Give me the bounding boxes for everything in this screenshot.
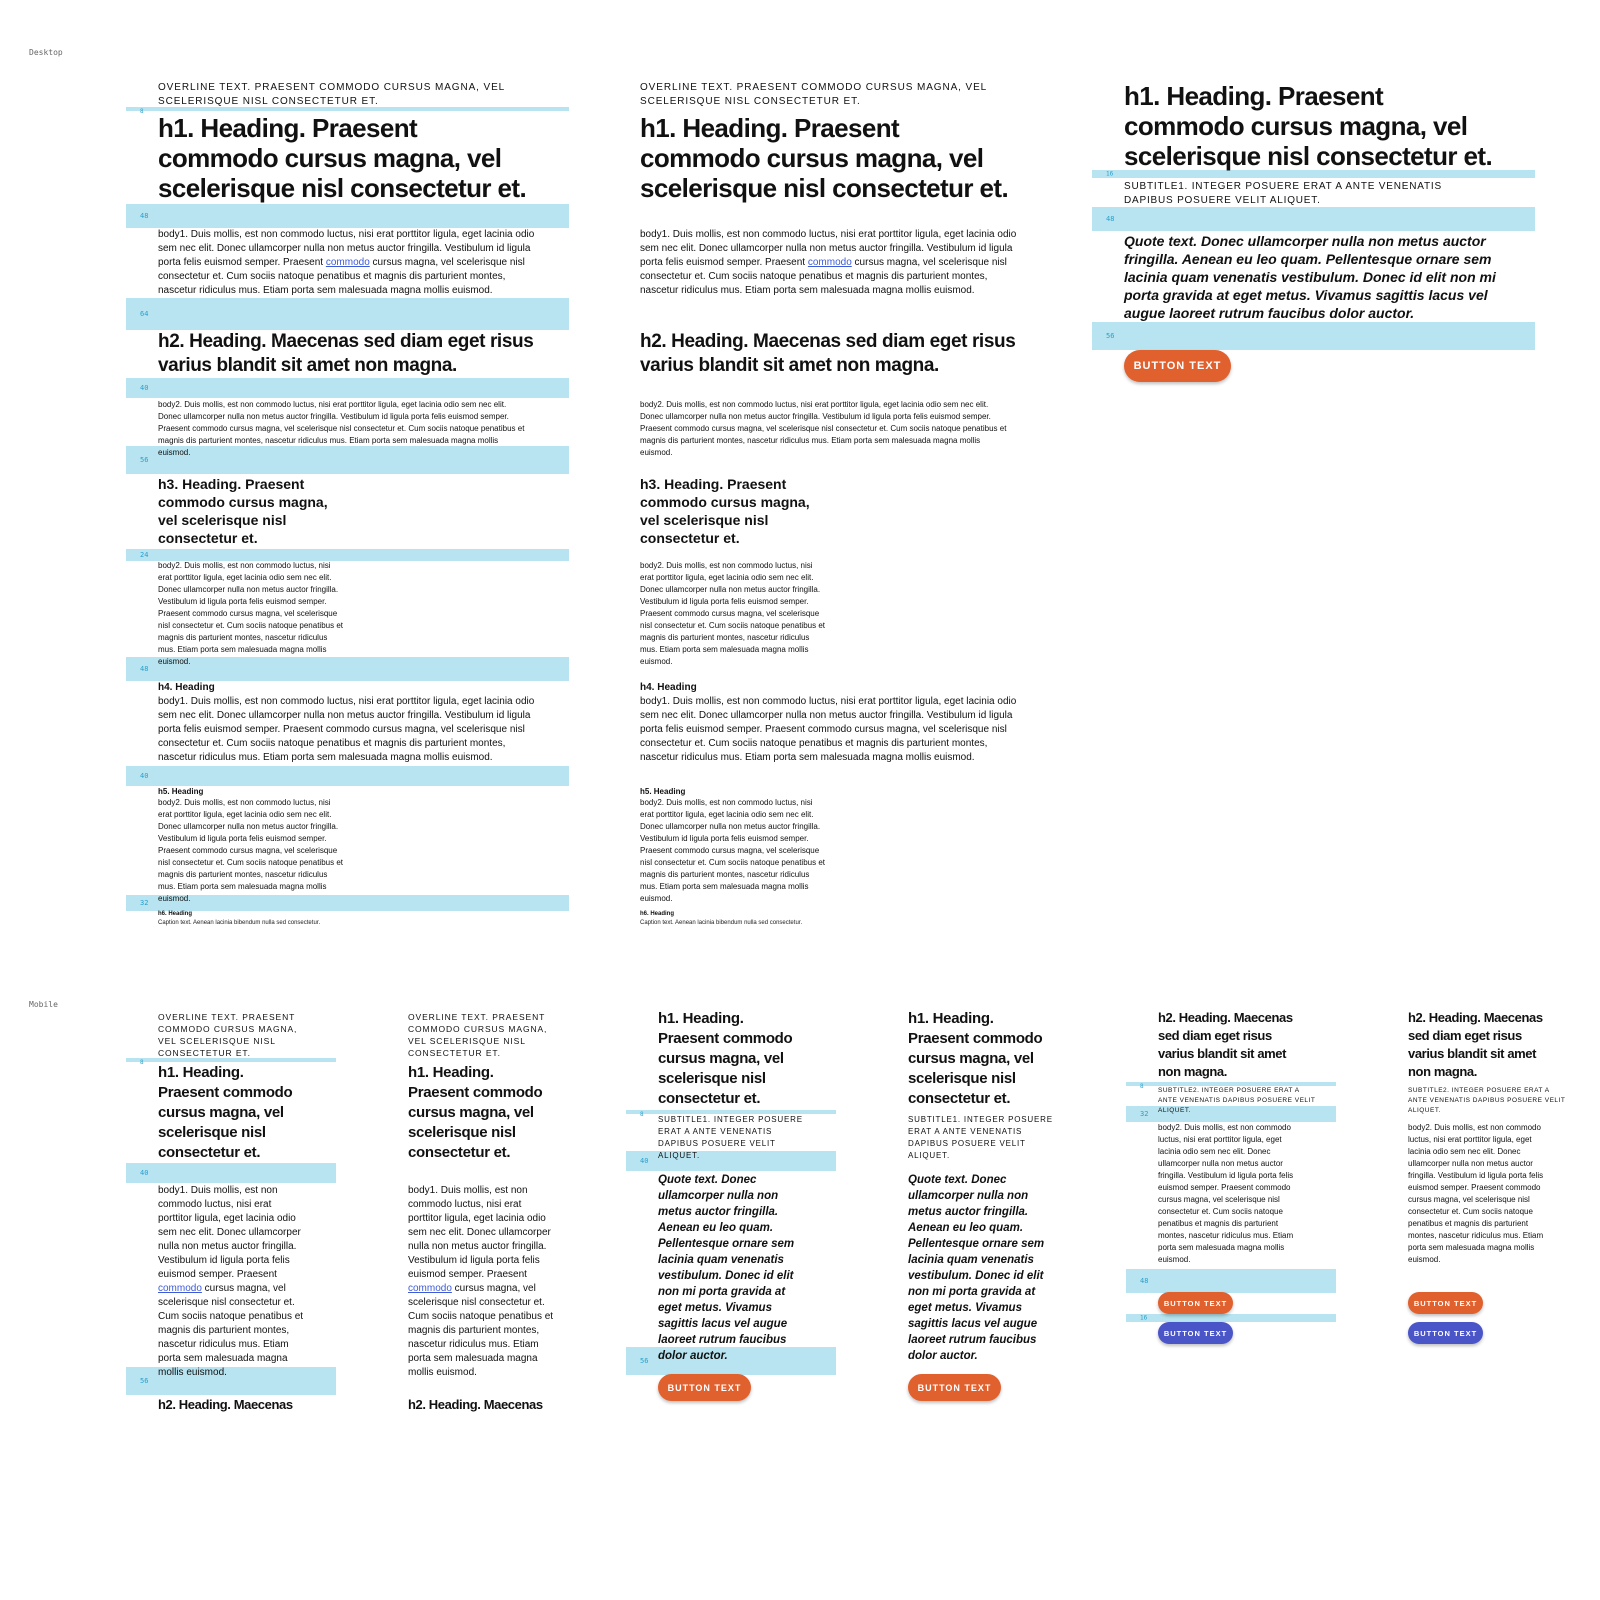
h6-heading: h6. Heading (158, 911, 193, 917)
body1-text: body1. Duis mollis, est non commodo luctus, nisi erat porttitor ligula, eget lacinia odio sem nec elit. Donec ullamcorper nulla non metus auctor fringilla. Vestibulum id ligula porta felis euismod semper. Praesent commodo cursus magna, vel scelerisque nisl consectetur et. Cum sociis natoque penatibus et magnis dis parturient montes, nascetur ridiculus mus. Etiam porta sem malesuada magna mollis euismod. (158, 1185, 304, 1378)
quote-text: Quote text. Donec ullamcorper nulla non metus auctor fringilla. Aenean eu leo quam. Pellentesque ornare sem lacinia quam venenatis vestibulum. Donec id elit non mi porta gravida at eget metus. Vivamus sagittis lacus vel augue laoreet rutrum faucibus dolor auctor. (908, 1174, 1045, 1362)
h4-heading: h4. Heading (158, 682, 215, 693)
h2-heading: h2. Heading. Maecenas sed diam eget risus varius blandit sit amet non magna. (158, 331, 534, 376)
quote-text: Quote text. Donec ullamcorper nulla non metus auctor fringilla. Aenean eu leo quam. Pellentesque ornare sem lacinia quam venenatis vestibulum. Donec id elit non mi porta gravida at eget metus. Vivamus sagittis lacus vel augue laoreet rutrum faucibus dolor auctor. (658, 1174, 795, 1362)
secondary-button[interactable]: BUTTON TEXT (1408, 1322, 1483, 1344)
h2-heading: h2. Heading. Maecenas sed diam eget risus varius blandit sit amet non magna. (1158, 1010, 1293, 1079)
primary-button[interactable]: BUTTON TEXT (658, 1374, 751, 1401)
spacer-48: 48 (1092, 207, 1535, 231)
h1-heading: h1. Heading. Praesent commodo cursus magna, vel scelerisque nisl consectetur et. (1124, 81, 1493, 171)
body1-text: body1. Duis mollis, est non commodo luctus, nisi erat porttitor ligula, eget lacinia odio sem nec elit. Donec ullamcorper nulla non metus auctor fringilla. Vestibulum id ligula porta felis euismod semper. Praesent commodo cursus magna, vel scelerisque nisl consectetur et. Cum sociis natoque penatibus et magnis dis parturient montes, nascetur ridiculus mus. Etiam porta sem malesuada magna mollis euismod. (408, 1185, 554, 1378)
spacer-32: 32 (1126, 1106, 1336, 1122)
subtitle2-text: SUBTITLE2. INTEGER POSUERE ERAT A ANTE VENENATIS DAPIBUS POSUERE VELIT ALIQUET. (1408, 1087, 1566, 1114)
spacer-16: 16 (1092, 170, 1535, 178)
subtitle2-text: SUBTITLE2. INTEGER POSUERE ERAT A ANTE VENENATIS DAPIBUS POSUERE VELIT ALIQUET. (1158, 1087, 1316, 1114)
h1-heading: h1. Heading. Praesent commodo cursus magna, vel scelerisque nisl consectetur et. (658, 1010, 793, 1107)
h1-heading: h1. Heading. Praesent commodo cursus magna, vel scelerisque nisl consectetur et. (408, 1064, 543, 1161)
primary-button[interactable]: BUTTON TEXT (1124, 350, 1231, 382)
h1-heading: h1. Heading. Praesent commodo cursus magna, vel scelerisque nisl consectetur et. (158, 1064, 293, 1161)
overline-text: OVERLINE TEXT. PRAESENT COMMODO CURSUS MAGNA, VEL SCELERISQUE NISL CONSECTETUR ET. (408, 1012, 548, 1058)
h2-heading: h2. Heading. Maecenas sed diam eget risus varius blandit sit amet non magna. (1408, 1010, 1543, 1079)
spacer-24: 24 (126, 549, 569, 561)
body1-text: body1. Duis mollis, est non commodo luctus, nisi erat porttitor ligula, eget lacinia odio sem nec elit. Donec ullamcorper nulla non metus auctor fringilla. Vestibulum id ligula porta felis euismod semper. Praesent commodo cursus magna, vel scelerisque nisl consectetur et. Cum sociis natoque penatibus et magnis dis parturient montes, nascetur ridiculus mus. Etiam porta sem malesuada magna mollis euismod. (640, 696, 1017, 763)
body-link[interactable]: commodo (408, 1283, 452, 1294)
spacer-56: 56 (626, 1347, 836, 1375)
body2-text: body2. Duis mollis, est non commodo luctus, nisi erat porttitor ligula, eget lacinia odio sem nec elit. Donec ullamcorper nulla non metus auctor fringilla. Vestibulum id ligula porta felis euismod semper. Praesent commodo cursus magna, vel scelerisque nisl consectetur et. Cum sociis natoque penatibus et magnis dis parturient montes, nascetur ridiculus mus. Etiam porta sem malesuada magna mollis euismod. (158, 798, 343, 903)
h3-heading: h3. Heading. Praesent commodo cursus magna, vel scelerisque nisl consectetur et. (158, 476, 328, 546)
body1-text: body1. Duis mollis, est non commodo luctus, nisi erat porttitor ligula, eget lacinia odio sem nec elit. Donec ullamcorper nulla non metus auctor fringilla. Vestibulum id ligula porta felis euismod semper. Praesent commodo cursus magna, vel scelerisque nisl consectetur et. Cum sociis natoque penatibus et magnis dis parturient montes, nascetur ridiculus mus. Etiam porta sem malesuada magna mollis euismod. (640, 229, 1017, 296)
body2-text: body2. Duis mollis, est non commodo luctus, nisi erat porttitor ligula, eget lacinia odio sem nec elit. Donec ullamcorper nulla non metus auctor fringilla. Vestibulum id ligula porta felis euismod semper. Praesent commodo cursus magna, vel scelerisque nisl consectetur et. Cum sociis natoque penatibus et magnis dis parturient montes, nascetur ridiculus mus. Etiam porta sem malesuada magna mollis euismod. (1158, 1123, 1294, 1264)
secondary-button[interactable]: BUTTON TEXT (1158, 1322, 1233, 1344)
body2-text: body2. Duis mollis, est non commodo luctus, nisi erat porttitor ligula, eget lacinia odio sem nec elit. Donec ullamcorper nulla non metus auctor fringilla. Vestibulum id ligula porta felis euismod semper. Praesent commodo cursus magna, vel scelerisque nisl consectetur et. Cum sociis natoque penatibus et magnis dis parturient montes, nascetur ridiculus mus. Etiam porta sem malesuada magna mollis euismod. (640, 400, 1007, 457)
body2-text: body2. Duis mollis, est non commodo luctus, nisi erat porttitor ligula, eget lacinia odio sem nec elit. Donec ullamcorper nulla non metus auctor fringilla. Vestibulum id ligula porta felis euismod semper. Praesent commodo cursus magna, vel scelerisque nisl consectetur et. Cum sociis natoque penatibus et magnis dis parturient montes, nascetur ridiculus mus. Etiam porta sem malesuada magna mollis euismod. (640, 798, 825, 903)
primary-button[interactable]: BUTTON TEXT (1158, 1292, 1233, 1314)
quote-text: Quote text. Donec ullamcorper nulla non metus auctor fringilla. Aenean eu leo quam. Pellentesque ornare sem lacinia quam venenatis vestibulum. Donec id elit non mi porta gravida at eget metus. Vivamus sagittis lacus vel augue laoreet rutrum faucibus dolor auctor. (1124, 233, 1496, 321)
spacer-48: 48 (126, 657, 569, 681)
body2-text: body2. Duis mollis, est non commodo luctus, nisi erat porttitor ligula, eget lacinia odio sem nec elit. Donec ullamcorper nulla non metus auctor fringilla. Vestibulum id ligula porta felis euismod semper. Praesent commodo cursus magna, vel scelerisque nisl consectetur et. Cum sociis natoque penatibus et magnis dis parturient montes, nascetur ridiculus mus. Etiam porta sem malesuada magna mollis euismod. (158, 561, 343, 666)
body2-text: body2. Duis mollis, est non commodo luctus, nisi erat porttitor ligula, eget lacinia odio sem nec elit. Donec ullamcorper nulla non metus auctor fringilla. Vestibulum id ligula porta felis euismod semper. Praesent commodo cursus magna, vel scelerisque nisl consectetur et. Cum sociis natoque penatibus et magnis dis parturient montes, nascetur ridiculus mus. Etiam porta sem malesuada magna mollis euismod. (158, 400, 525, 457)
caption-text: Caption text. Aenean lacinia bibendum nulla sed consectetur. (640, 920, 803, 926)
body2-text: body2. Duis mollis, est non commodo luctus, nisi erat porttitor ligula, eget lacinia odio sem nec elit. Donec ullamcorper nulla non metus auctor fringilla. Vestibulum id ligula porta felis euismod semper. Praesent commodo cursus magna, vel scelerisque nisl consectetur et. Cum sociis natoque penatibus et magnis dis parturient montes, nascetur ridiculus mus. Etiam porta sem malesuada magna mollis euismod. (1408, 1123, 1544, 1264)
spacer-48: 48 (1126, 1269, 1336, 1293)
caption-text: Caption text. Aenean lacinia bibendum nulla sed consectetur. (158, 920, 321, 926)
spacer-56: 56 (126, 446, 569, 474)
spacer-8: 8 (626, 1110, 836, 1114)
subtitle1-text: SUBTITLE1. INTEGER POSUERE ERAT A ANTE VENENATIS DAPIBUS POSUERE VELIT ALIQUET. (908, 1115, 1053, 1160)
h1-heading: h1. Heading. Praesent commodo cursus magna, vel scelerisque nisl consectetur et. (158, 113, 527, 203)
spacer-40: 40 (126, 378, 569, 398)
body-link[interactable]: commodo (158, 1283, 202, 1294)
body1-text: body1. Duis mollis, est non commodo luctus, nisi erat porttitor ligula, eget lacinia odio sem nec elit. Donec ullamcorper nulla non metus auctor fringilla. Vestibulum id ligula porta felis euismod semper. Praesent commodo cursus magna, vel scelerisque nisl consectetur et. Cum sociis natoque penatibus et magnis dis parturient montes, nascetur ridiculus mus. Etiam porta sem malesuada magna mollis euismod. (158, 229, 535, 296)
overline-text: OVERLINE TEXT. PRAESENT COMMODO CURSUS MAGNA, VEL SCELERISQUE NISL CONSECTETUR ET. (158, 82, 505, 107)
overline-text: OVERLINE TEXT. PRAESENT COMMODO CURSUS MAGNA, VEL SCELERISQUE NISL CONSECTETUR ET. (158, 1012, 298, 1058)
spacer-48: 48 (126, 204, 569, 228)
primary-button[interactable]: BUTTON TEXT (1408, 1292, 1483, 1314)
h3-heading: h3. Heading. Praesent commodo cursus magna, vel scelerisque nisl consectetur et. (640, 476, 810, 546)
h2-heading: h2. Heading. Maecenas (408, 1397, 543, 1412)
spacer-64: 64 (126, 298, 569, 330)
spacer-40: 40 (626, 1151, 836, 1171)
h2-heading: h2. Heading. Maecenas (158, 1397, 293, 1412)
spacer-8: 8 (1126, 1082, 1336, 1086)
h5-heading: h5. Heading (640, 787, 686, 796)
spacer-56: 56 (1092, 322, 1535, 350)
body1-text: body1. Duis mollis, est non commodo luctus, nisi erat porttitor ligula, eget lacinia odio sem nec elit. Donec ullamcorper nulla non metus auctor fringilla. Vestibulum id ligula porta felis euismod semper. Praesent commodo cursus magna, vel scelerisque nisl consectetur et. Cum sociis natoque penatibus et magnis dis parturient montes, nascetur ridiculus mus. Etiam porta sem malesuada magna mollis euismod. (158, 696, 535, 763)
spacer-8: 8 (126, 107, 569, 111)
overline-text: OVERLINE TEXT. PRAESENT COMMODO CURSUS MAGNA, VEL SCELERISQUE NISL CONSECTETUR ET. (640, 82, 987, 107)
spacer-8: 8 (126, 1058, 336, 1062)
h1-heading: h1. Heading. Praesent commodo cursus magna, vel scelerisque nisl consectetur et. (908, 1010, 1043, 1107)
spacer-32: 32 (126, 895, 569, 911)
body2-text: body2. Duis mollis, est non commodo luctus, nisi erat porttitor ligula, eget lacinia odio sem nec elit. Donec ullamcorper nulla non metus auctor fringilla. Vestibulum id ligula porta felis euismod semper. Praesent commodo cursus magna, vel scelerisque nisl consectetur et. Cum sociis natoque penatibus et magnis dis parturient montes, nascetur ridiculus mus. Etiam porta sem malesuada magna mollis euismod. (640, 561, 825, 666)
primary-button[interactable]: BUTTON TEXT (908, 1374, 1001, 1401)
subtitle1-text: SUBTITLE1. INTEGER POSUERE ERAT A ANTE VENENATIS DAPIBUS POSUERE VELIT ALIQUET. (658, 1115, 803, 1160)
h6-heading: h6. Heading (640, 911, 675, 917)
spacer-56: 56 (126, 1367, 336, 1395)
body-link[interactable]: commodo (325, 257, 370, 268)
h1-heading: h1. Heading. Praesent commodo cursus magna, vel scelerisque nisl consectetur et. (640, 113, 1009, 203)
mobile-section-label: Mobile (29, 1000, 58, 1009)
spacer-40: 40 (126, 1163, 336, 1183)
spacer-40: 40 (126, 766, 569, 786)
h2-heading: h2. Heading. Maecenas sed diam eget risus varius blandit sit amet non magna. (640, 331, 1016, 376)
body-link[interactable]: commodo (807, 257, 852, 268)
subtitle1-text: SUBTITLE1. INTEGER POSUERE ERAT A ANTE VENENATIS DAPIBUS POSUERE VELIT ALIQUET. (1124, 181, 1442, 206)
h4-heading: h4. Heading (640, 682, 697, 693)
desktop-section-label: Desktop (29, 48, 63, 57)
h5-heading: h5. Heading (158, 787, 204, 796)
spacer-16: 16 (1126, 1314, 1336, 1322)
